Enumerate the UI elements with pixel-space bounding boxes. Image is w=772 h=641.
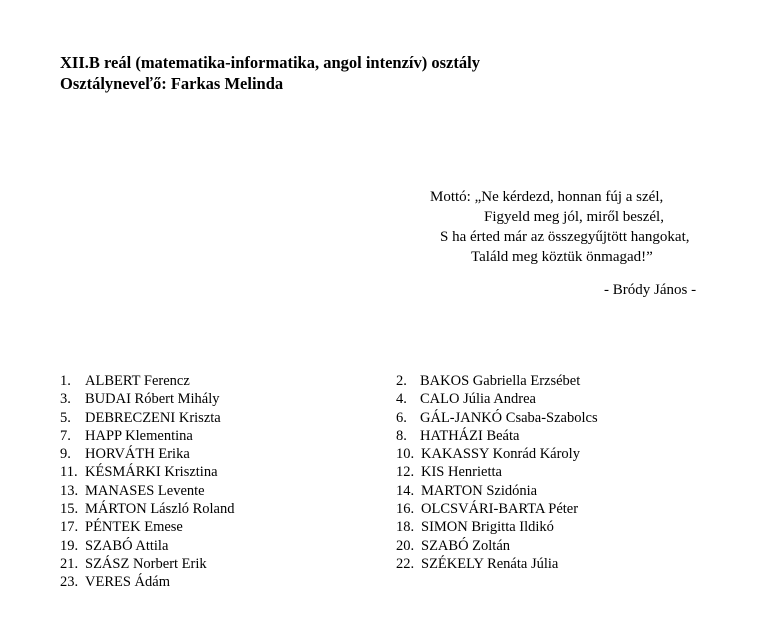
student-given-name: Szidónia <box>486 482 538 499</box>
student-surname: MANASES <box>85 482 155 499</box>
student-surname: VERES <box>85 574 131 591</box>
student-given-name: Konrád Károly <box>492 446 580 463</box>
page-header <box>60 52 480 94</box>
class-title: XII.B reál (matematika-informatika, angol intenzív) osztály <box>60 53 480 72</box>
student-row <box>60 445 235 463</box>
student-number: 21. <box>60 555 79 572</box>
student-given-name: Attila <box>135 537 169 554</box>
student-given-name: Beáta <box>486 427 520 444</box>
student-number: 16. <box>396 501 415 518</box>
student-given-name: Norbert Erik <box>132 555 207 572</box>
student-surname: PÉNTEK <box>85 519 141 536</box>
student-number: 4. <box>396 391 407 408</box>
student-row <box>396 427 598 445</box>
student-row <box>396 463 598 481</box>
student-row <box>396 409 598 427</box>
student-given-name: Henrietta <box>448 464 502 481</box>
student-number: 23. <box>60 574 79 591</box>
student-row <box>396 500 598 518</box>
student-surname: SZÁSZ <box>85 555 130 572</box>
student-surname: MÁRTON <box>85 501 147 518</box>
student-surname: OLCSVÁRI-BARTA <box>421 501 545 518</box>
motto-line: Figyeld meg jól, miről beszél, <box>484 209 664 225</box>
student-surname: HATHÁZI <box>420 427 483 444</box>
motto-block <box>430 187 696 300</box>
student-number: 1. <box>60 373 71 389</box>
student-surname: SZABÓ <box>421 537 469 554</box>
student-surname: BUDAI <box>85 391 131 408</box>
student-row <box>60 482 235 500</box>
student-surname: BAKOS <box>420 373 470 389</box>
student-given-name: Emese <box>144 519 183 536</box>
student-row <box>396 555 598 573</box>
student-given-name: Júlia Andrea <box>463 391 536 408</box>
student-row <box>60 537 235 555</box>
student-column-odd <box>60 372 235 592</box>
student-given-name: Levente <box>157 482 205 499</box>
student-number: 20. <box>396 537 415 554</box>
student-row <box>60 390 235 408</box>
student-row <box>60 463 235 481</box>
student-number: 11. <box>60 464 78 481</box>
student-surname: KAKASSY <box>421 446 489 463</box>
student-number: 14. <box>396 482 415 499</box>
student-surname: SIMON <box>421 519 468 536</box>
student-row <box>60 372 235 390</box>
student-row <box>396 537 598 555</box>
student-number: 5. <box>60 409 71 426</box>
student-row <box>396 518 598 536</box>
student-given-name: Brigitta Ildikó <box>471 519 554 536</box>
student-given-name: Ádám <box>134 574 170 591</box>
student-given-name: Kriszta <box>178 409 221 426</box>
student-number: 17. <box>60 519 79 536</box>
student-number: 22. <box>396 555 415 572</box>
student-surname: KIS <box>421 464 445 481</box>
student-surname: KÉSMÁRKI <box>85 464 161 481</box>
class-teacher: Osztályneveľő: Farkas Melinda <box>60 74 284 93</box>
student-surname: CALO <box>420 391 460 408</box>
student-number: 8. <box>396 427 407 444</box>
student-number: 7. <box>60 427 71 444</box>
student-given-name: Zoltán <box>472 537 511 554</box>
student-number: 10. <box>396 446 415 463</box>
student-row <box>396 372 598 390</box>
motto-author: - Bródy János - <box>604 282 697 298</box>
student-row <box>60 427 235 445</box>
student-row <box>60 409 235 427</box>
student-number: 19. <box>60 537 79 554</box>
motto-line: Találd meg köztük önmagad!” <box>471 249 653 265</box>
student-given-name: László Roland <box>150 501 235 518</box>
student-surname: HAPP <box>85 427 122 444</box>
student-number: 12. <box>396 464 415 481</box>
student-given-name: Renáta Júlia <box>487 555 559 572</box>
student-given-name: Gabriella Erzsébet <box>472 373 581 389</box>
student-number: 9. <box>60 446 71 463</box>
student-row <box>396 482 598 500</box>
student-given-name: Klementina <box>125 427 193 444</box>
student-surname: GÁL-JANKÓ <box>420 409 503 426</box>
student-given-name: Péter <box>548 501 579 518</box>
student-number: 13. <box>60 482 79 499</box>
student-number: 6. <box>396 409 407 426</box>
student-surname: SZABÓ <box>85 537 133 554</box>
student-number: 2. <box>396 373 407 389</box>
student-surname: SZÉKELY <box>421 555 484 572</box>
student-surname: MARTON <box>421 482 483 499</box>
motto-line: S ha érted már az összegyűjtött hangokat, <box>440 229 690 245</box>
student-number: 15. <box>60 501 79 518</box>
student-number: 3. <box>60 391 71 408</box>
student-given-name: Erika <box>158 446 190 463</box>
student-row <box>60 573 235 591</box>
student-row <box>60 555 235 573</box>
student-row <box>396 445 598 463</box>
student-number: 18. <box>396 519 415 536</box>
student-row <box>60 518 235 536</box>
student-column-even <box>396 372 598 573</box>
student-given-name: Ferencz <box>143 373 190 389</box>
motto-line: Mottó: „Ne kérdezd, honnan fúj a szél, <box>430 189 664 205</box>
student-row <box>396 390 598 408</box>
student-given-name: Csaba-Szabolcs <box>505 409 598 426</box>
student-surname: HORVÁTH <box>85 446 155 463</box>
student-given-name: Róbert Mihály <box>134 391 220 408</box>
student-row <box>60 500 235 518</box>
student-given-name: Krisztina <box>164 464 218 481</box>
student-surname: ALBERT <box>85 373 141 389</box>
student-surname: DEBRECZENI <box>85 409 176 426</box>
student-list <box>0 372 772 612</box>
